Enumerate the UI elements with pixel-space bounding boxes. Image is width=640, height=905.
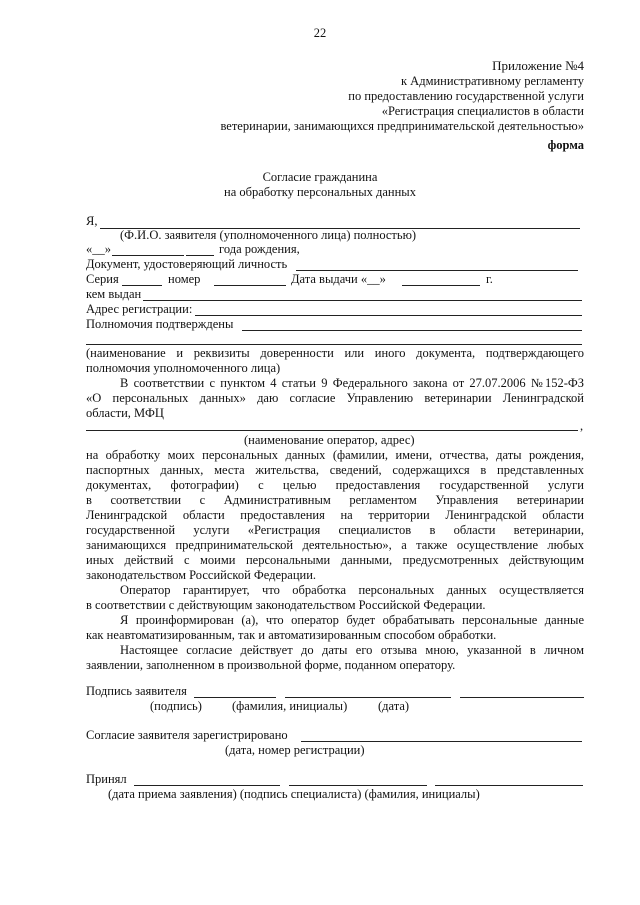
appendix-line-3: «Регистрация специалистов в области bbox=[381, 104, 584, 118]
accepted-sign-line[interactable] bbox=[289, 785, 427, 786]
issue-date-label: Дата выдачи «__» bbox=[291, 272, 386, 286]
fio-caption: (Ф.И.О. заявителя (уполномоченного лица) полностью) bbox=[120, 228, 417, 242]
number-label: номер bbox=[168, 272, 201, 286]
appendix-line-2: по предоставлению государственной услуги bbox=[348, 89, 584, 103]
birth-year-line[interactable] bbox=[186, 255, 214, 256]
birth-day-prefix: «__» bbox=[86, 242, 111, 256]
processing-line: занимающихся предпринимательской деятельностью», а также осуществление любых bbox=[86, 538, 584, 552]
authority-label: Полномочия подтверждены bbox=[86, 317, 234, 331]
processing-line: в соответствии с Административным регламентом Управления ветеринарии bbox=[86, 493, 584, 507]
accepted-label: Принял bbox=[86, 772, 127, 786]
birth-suffix: года рождения, bbox=[219, 242, 300, 256]
page-number-wrap bbox=[0, 26, 640, 41]
reg-address-label: Адрес регистрации: bbox=[86, 302, 193, 316]
registered-field-line[interactable] bbox=[301, 741, 582, 742]
processing-line: документах, фотографии) с целью предоставления государственной услуги bbox=[86, 478, 584, 492]
issued-by-label: кем выдан bbox=[86, 287, 142, 301]
processing-line: паспортных данных, места жительства, сведений, содержащихся в представленных bbox=[86, 463, 584, 477]
operator-comma: , bbox=[580, 419, 584, 433]
form-label: форма bbox=[547, 138, 584, 152]
guarantee-last-line: в соответствии с действующим законодательством Российской Федерации. bbox=[86, 598, 486, 612]
document-field-line[interactable] bbox=[296, 270, 578, 271]
signature-label: Подпись заявителя bbox=[86, 684, 187, 698]
reg-address-field-line[interactable] bbox=[195, 315, 582, 316]
series-field-line[interactable] bbox=[122, 285, 162, 286]
processing-line: иных действий с моими персональными данными, предусмотренных действующим bbox=[86, 553, 584, 567]
issue-date-field-line[interactable] bbox=[402, 285, 480, 286]
issued-by-field-line[interactable] bbox=[143, 300, 582, 301]
consent-line-3: области, МФЦ bbox=[86, 406, 164, 420]
guarantee-line-1: Оператор гарантирует, что обработка персональных данных осуществляется bbox=[120, 583, 584, 597]
authority-caption-line-2: полномочия уполномоченного лица) bbox=[86, 361, 281, 375]
informed-line-1: Я проинформирован (а), что оператор будет обрабатывать персональные данные bbox=[120, 613, 584, 627]
processing-line: на обработку моих персональных данных (фамилии, имени, отчества, даты рождения, bbox=[86, 448, 584, 462]
number-field-line[interactable] bbox=[214, 285, 286, 286]
i-label: Я, bbox=[86, 214, 98, 228]
operator-caption: (наименование оператор, адрес) bbox=[244, 433, 415, 447]
accepted-caption: (дата приема заявления) (подпись специалиста) (фамилия, инициалы) bbox=[108, 787, 480, 801]
validity-last-line: заявлении, заполненном в произвольной форме, поданном оператору. bbox=[86, 658, 456, 672]
accepted-name-line[interactable] bbox=[435, 785, 583, 786]
signature-sign-line[interactable] bbox=[194, 697, 276, 698]
appendix-line-4: ветеринарии, занимающихся предпринимательской деятельностью» bbox=[220, 119, 584, 133]
heading-line-2: на обработку персональных данных bbox=[224, 185, 416, 199]
signature-date-caption: (дата) bbox=[378, 699, 410, 713]
authority-caption-line-1: (наименование и реквизиты доверенности или иного документа, подтверждающего bbox=[86, 346, 584, 360]
validity-line-1: Настоящее согласие действует до даты его отзыва мною, указанной в личном bbox=[120, 643, 584, 657]
signature-sign-caption: (подпись) bbox=[150, 699, 202, 713]
consent-line-2: «О персональных данных» даю согласие Управлению ветеринарии Ленинградской bbox=[86, 391, 584, 405]
signature-date-line[interactable] bbox=[460, 697, 584, 698]
page-number: 22 bbox=[313, 26, 327, 40]
registered-caption: (дата, номер регистрации) bbox=[225, 743, 365, 757]
authority-extra-line[interactable] bbox=[86, 344, 582, 345]
signature-name-line[interactable] bbox=[285, 697, 451, 698]
series-label: Серия bbox=[86, 272, 119, 286]
processing-last-line: законодательством Российской Федерации. bbox=[86, 568, 317, 582]
processing-line: государственной услуги «Регистрация специалистов в области ветеринарии, bbox=[86, 523, 584, 537]
appendix-title: Приложение №4 bbox=[492, 58, 584, 73]
registered-label: Согласие заявителя зарегистрировано bbox=[86, 728, 288, 742]
birth-month-line[interactable] bbox=[112, 255, 184, 256]
accepted-date-line[interactable] bbox=[134, 785, 280, 786]
authority-field-line[interactable] bbox=[242, 330, 582, 331]
processing-line: Ленинградской области предоставления на территории Ленинградской области bbox=[86, 508, 584, 522]
document-label: Документ, удостоверяющий личность bbox=[86, 257, 288, 271]
signature-name-caption: (фамилия, инициалы) bbox=[232, 699, 348, 713]
heading-line-1: Согласие гражданина bbox=[262, 170, 378, 184]
informed-last-line: как неавтоматизированным, так и автоматизированным способом обработки. bbox=[86, 628, 497, 642]
year-suffix: г. bbox=[486, 272, 493, 286]
operator-field-line[interactable] bbox=[86, 430, 578, 431]
appendix-line-1: к Административному регламенту bbox=[400, 74, 584, 88]
consent-line-1: В соответствии с пунктом 4 статьи 9 Федерального закона от 27.07.2006 №152-ФЗ bbox=[120, 376, 584, 390]
